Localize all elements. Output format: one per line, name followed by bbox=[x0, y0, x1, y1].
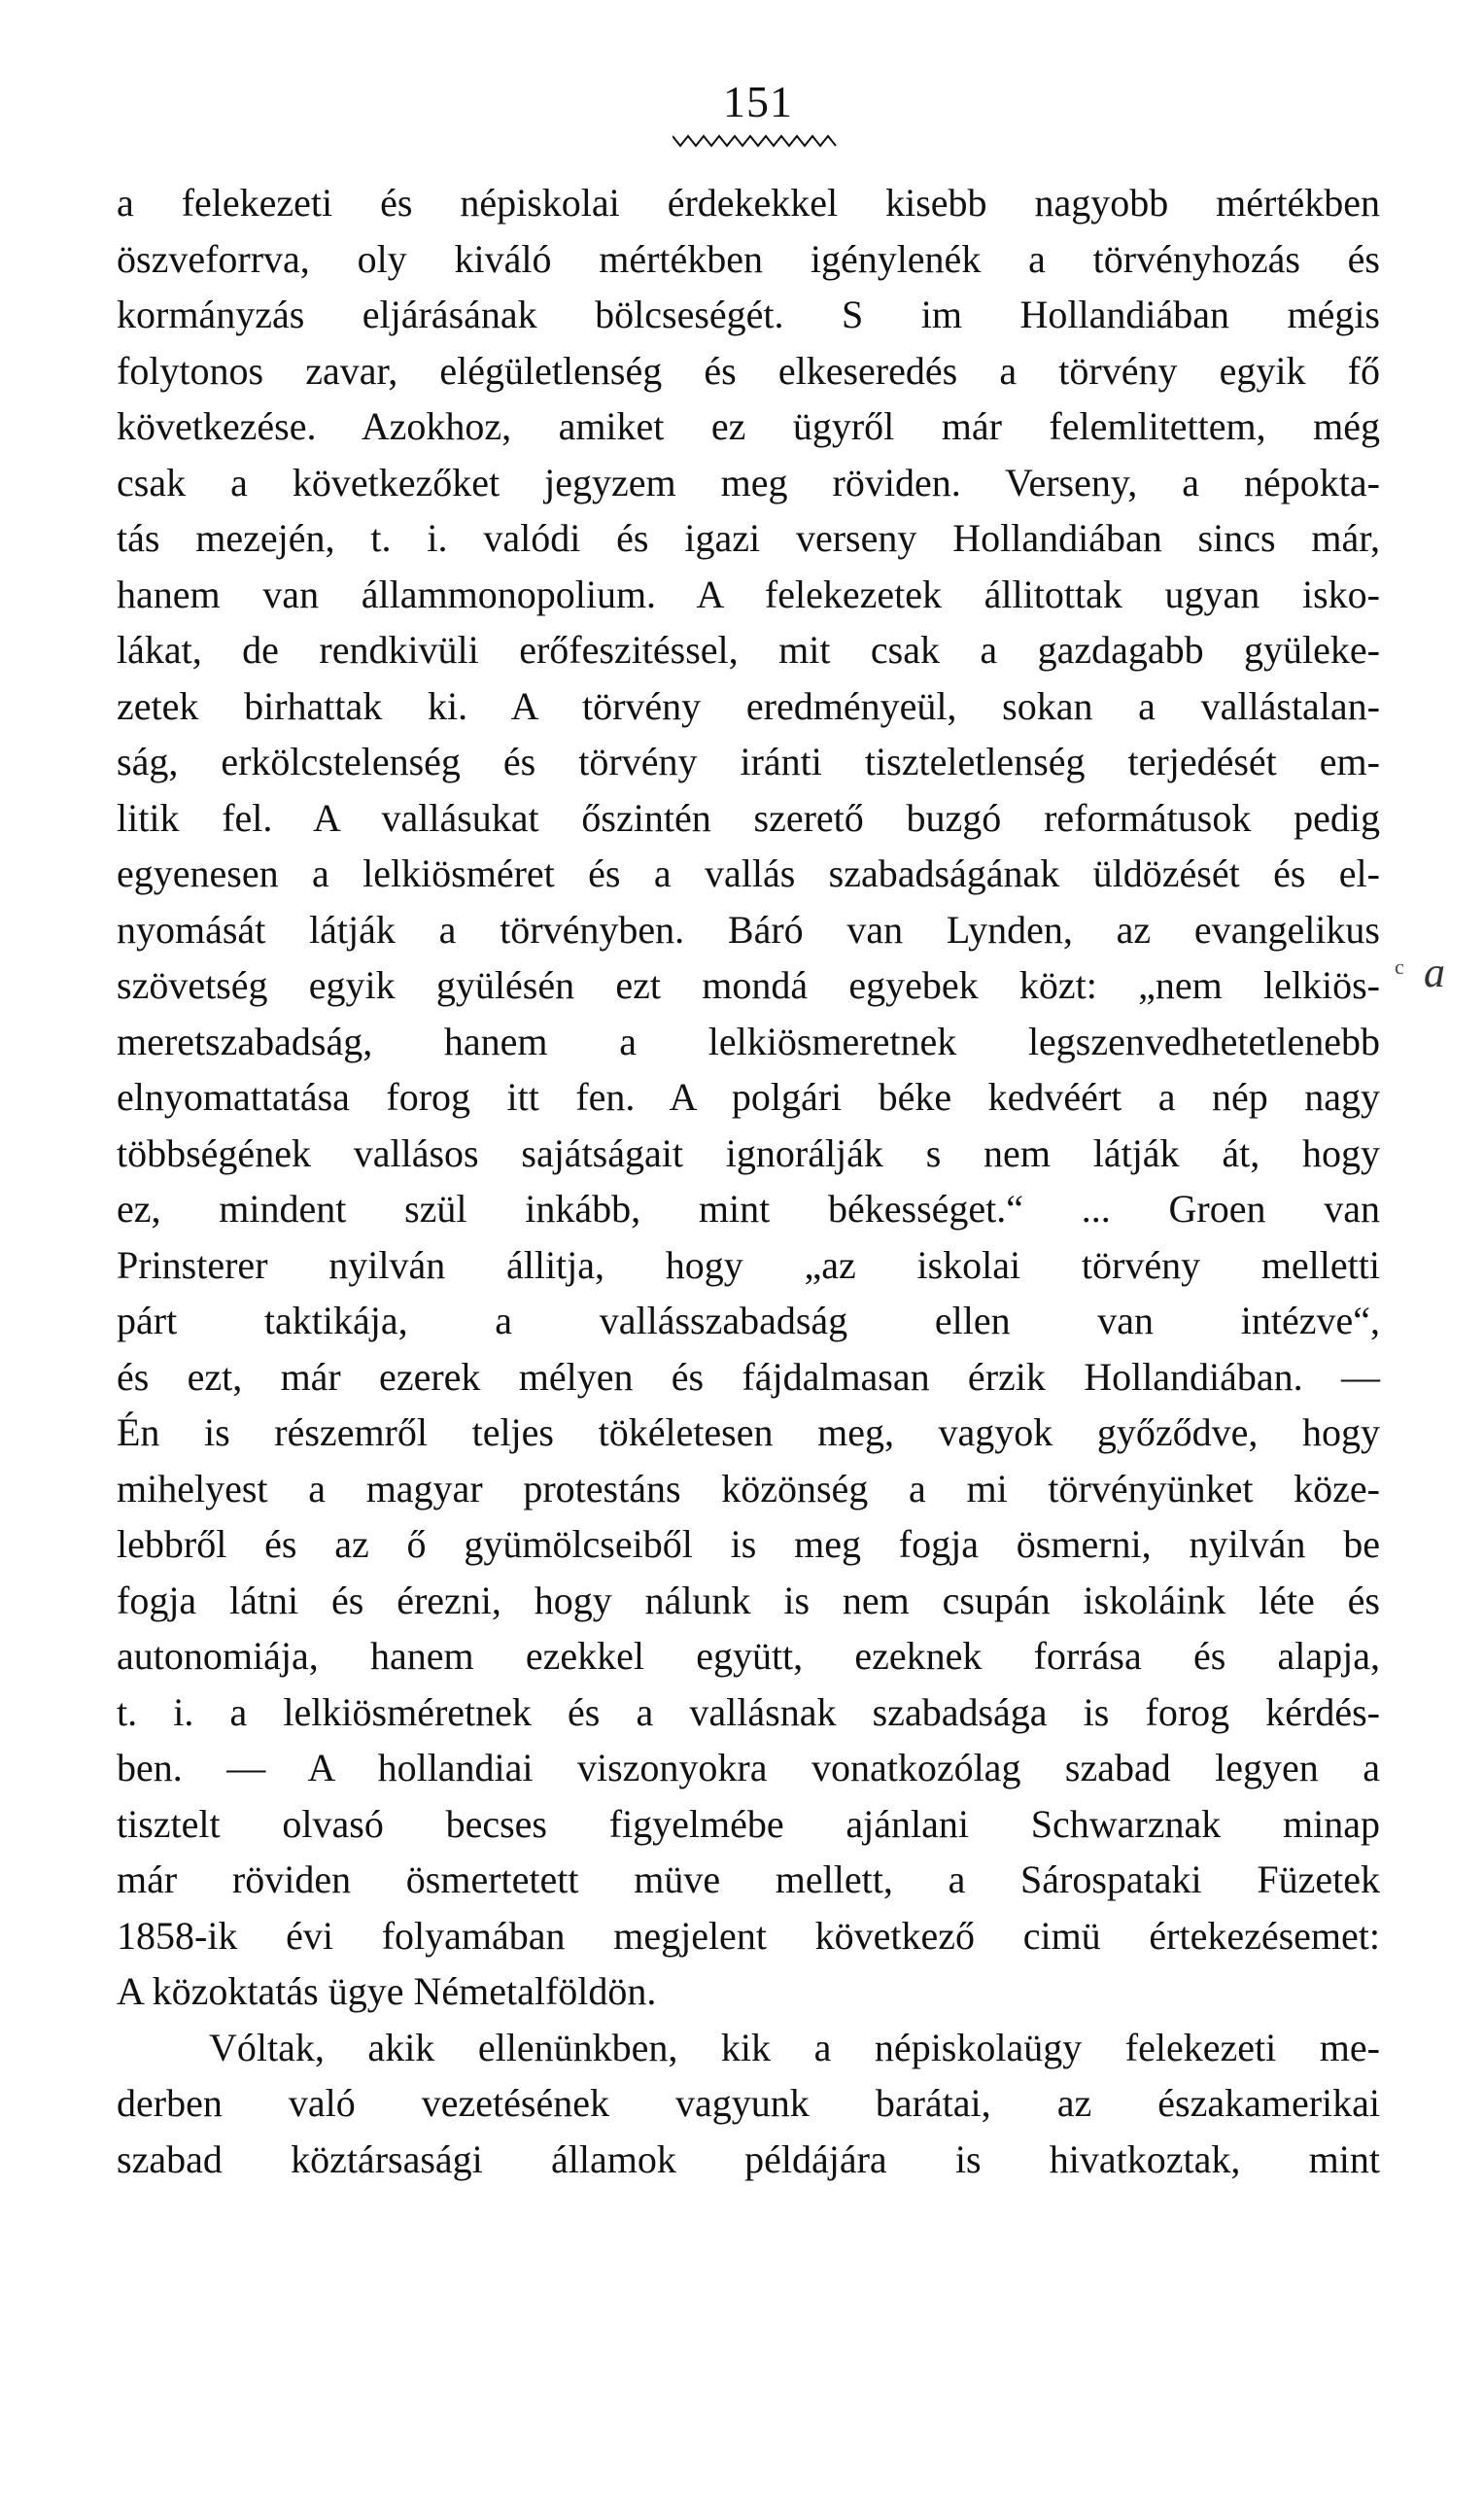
text-line: t. i. a lelkiösméretnek és a vallásnak szabadsága is forog kérdés- bbox=[117, 1689, 1380, 1734]
text-line: lebbről és az ő gyümölcseiből is meg fogja ösmerni, nyilván be bbox=[117, 1522, 1380, 1566]
text-line: nyomását látják a törvényben. Báró van Lynden, az evangelikus bbox=[117, 907, 1380, 952]
text-line: szövetség egyik gyülésén ezt mondá egyebek közt: „nem lelkiös- bbox=[117, 963, 1380, 1007]
text-line: ez, mindent szül inkább, mint békességet.“ ... Groen van bbox=[117, 1187, 1380, 1231]
margin-annotation: a bbox=[1424, 949, 1445, 996]
text-line: meretszabadság, hanem a lelkiösmeretnek legszenvedhetetlenebb bbox=[117, 1019, 1380, 1063]
page-number: 151 bbox=[723, 77, 793, 126]
text-line: párt taktikája, a vallásszabadság ellen van intézve“, bbox=[117, 1299, 1380, 1342]
text-line: többségének vallásos sajátságait ignorálják s nem látják át, hogy bbox=[117, 1130, 1380, 1175]
text-line: tisztelt olvasó becses figyelmébe ajánlani Schwarznak minap bbox=[117, 1801, 1380, 1846]
text-line: öszveforrva, oly kiváló mértékben igénylenék a törvényhozás és bbox=[117, 236, 1380, 281]
text-line: Vóltak, akik ellenünkben, kik a népiskolaügy felekezeti me- bbox=[209, 2025, 1380, 2069]
text-line: tás mezején, t. i. valódi és igazi verseny Hollandiában sincs már, bbox=[117, 516, 1380, 560]
text-line: csak a következőket jegyzem meg röviden. Verseny, a népokta- bbox=[117, 460, 1380, 504]
text-line: hanem van állammonopolium. A felekezetek állitottak ugyan isko- bbox=[117, 572, 1380, 616]
text-line: folytonos zavar, elégületlenség és elkeseredés a törvény egyik fő bbox=[117, 348, 1380, 393]
text-line: mihelyest a magyar protestáns közönség a mi törvényünket köze- bbox=[117, 1466, 1380, 1510]
text-line: ság, erkölcstelenség és törvény iránti tiszteletlenség terjedését em- bbox=[117, 740, 1380, 783]
body-text bbox=[117, 175, 1380, 2187]
text-line: lákat, de rendkivüli erőfeszitéssel, mit csak a gazdagabb gyüleke- bbox=[117, 628, 1380, 672]
text-line: ben. — A hollandiai viszonyokra vonatkozólag szabad legyen a bbox=[117, 1746, 1380, 1789]
text-line: 1858-ik évi folyamában megjelent következő cimü értekezésemet: bbox=[117, 1913, 1380, 1958]
text-line: egyenesen a lelkiösméret és a vallás szabadságának üldözését és el- bbox=[117, 851, 1380, 895]
margin-dot: c bbox=[1395, 955, 1404, 979]
text-line: már röviden ösmertetett müve mellett, a Sárospataki Füzetek bbox=[117, 1858, 1380, 1901]
text-line: autonomiája, hanem ezekkel együtt, ezeknek forrása és alapja, bbox=[117, 1634, 1380, 1678]
text-line: szabad köztársasági államok példájára is hivatkoztak, mint bbox=[117, 2136, 1380, 2181]
text-line: A közoktatás ügye Németalföldön. bbox=[117, 1969, 657, 2013]
text-line: a felekezeti és népiskolai érdekekkel kisebb nagyobb mértékben bbox=[117, 181, 1380, 225]
text-line: elnyomattatása forog itt fen. A polgári béke kedvéért a nép nagy bbox=[117, 1075, 1380, 1119]
page-number-ornament bbox=[673, 130, 838, 152]
text-line: zetek birhattak ki. A törvény eredményeül, sokan a vallástalan- bbox=[117, 683, 1380, 728]
text-line: Én is részemről teljes tökéletesen meg, vagyok győződve, hogy bbox=[117, 1410, 1380, 1454]
text-line: Prinsterer nyilván állitja, hogy „az iskolai törvény melletti bbox=[117, 1242, 1380, 1287]
text-line: következése. Azokhoz, amiket ez ügyről már felemlitettem, még bbox=[117, 404, 1380, 448]
text-line: litik fel. A vallásukat őszintén szerető buzgó reformátusok pedig bbox=[117, 795, 1380, 840]
text-line: derben való vezetésének vagyunk barátai, az északamerikai bbox=[117, 2081, 1380, 2125]
text-line: és ezt, már ezerek mélyen és fájdalmasan érzik Hollandiában. — bbox=[117, 1354, 1380, 1399]
text-line: fogja látni és érezni, hogy nálunk is nem csupán iskoláink léte és bbox=[117, 1578, 1380, 1622]
text-line: kormányzás eljárásának bölcseségét. S im Hollandiában mégis bbox=[117, 293, 1380, 336]
